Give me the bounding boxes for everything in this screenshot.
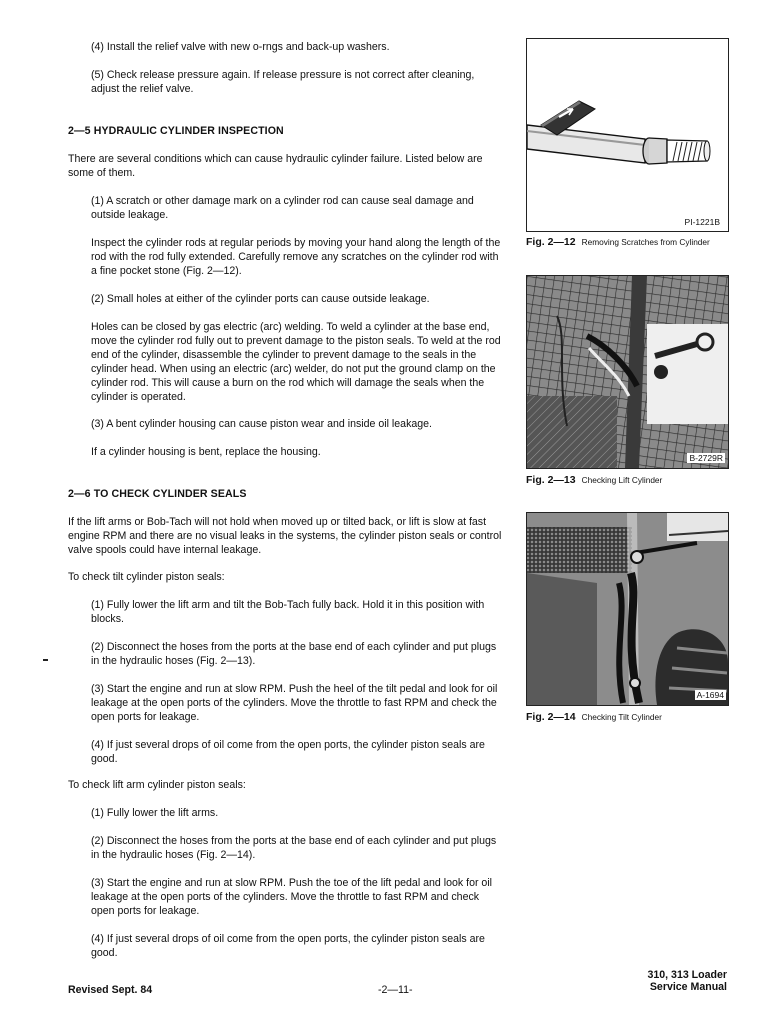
lift-cylinder-photo <box>527 276 728 468</box>
cylinder-rod-illustration <box>527 39 728 231</box>
paragraph-lift-seals-intro: To check lift arm cylinder piston seals: <box>68 779 246 791</box>
footer-manual-title <box>604 969 727 993</box>
figure-2-14-caption <box>526 711 662 723</box>
tilt-step-1: (1) Fully lower the lift arm and tilt the Bob-Tach fully back. Hold it in this position with blocks. <box>91 599 485 625</box>
paragraph-intro-conditions: There are several conditions which can cause hydraulic cylinder failure. Listed below are some of them. <box>68 153 483 179</box>
item-bent-housing: (3) A bent cylinder housing can cause piston wear and inside oil leakage. <box>91 418 432 430</box>
footer-revision: Revised Sept. 84 <box>68 984 153 996</box>
figure-2-13-caption <box>526 474 662 486</box>
footer-page-number: -2—11- <box>378 984 413 996</box>
tilt-step-4: (4) If just several drops of oil come from the open ports, the cylinder piston seals are good. <box>91 739 485 765</box>
lift-step-3: (3) Start the engine and run at slow RPM. Push the toe of the lift pedal and look for oil leakage at the open ports of the cylinders. Move the throttle to fast RPM and check open ports for leakage. <box>91 877 493 917</box>
tilt-cylinder-photo <box>527 513 728 705</box>
section-heading-2-5: 2—5 HYDRAULIC CYLINDER INSPECTION <box>68 125 284 137</box>
paragraph-lift-arms-hold: If the lift arms or Bob-Tach will not hold when moved up or tilted back, or lift is slow at fast engine RPM and there are no visual leaks in the systems, the cylinder piston seals or control valve spools could have internal leakage. <box>68 516 502 556</box>
figure-2-12-image <box>526 38 729 232</box>
section-heading-2-6: 2—6 TO CHECK CYLINDER SEALS <box>68 488 247 500</box>
figure-tag: A-1694 <box>696 690 724 700</box>
figure-caption-text: Checking Lift Cylinder <box>581 475 663 485</box>
lift-step-1: (1) Fully lower the lift arms. <box>91 807 219 819</box>
figure-2-13-image <box>526 275 729 469</box>
paragraph-inspect-rods: Inspect the cylinder rods at regular periods by moving your hand along the length of the rod with the rod fully extended. Carefully remove any scratches on the cylinder rod with a fine pocket stone (Fig. 2—12). <box>91 237 501 277</box>
figure-number: Fig. 2—12 <box>526 236 576 248</box>
item-scratch-damage: (1) A scratch or other damage mark on a cylinder rod can cause seal damage and outside leakage. <box>91 195 474 221</box>
figure-2-12-caption <box>526 236 710 248</box>
tilt-step-3: (3) Start the engine and run at slow RPM. Push the heel of the tilt pedal and look for oil leakage at the open ports of the cylinders. Move the throttle to fast RPM and check the open ports for leakage. <box>91 683 498 723</box>
lift-step-2: (2) Disconnect the hoses from the ports at the base end of each cylinder and put plugs in the hydraulic hoses (Fig. 2—14). <box>91 835 497 861</box>
footer-manual: Service Manual <box>649 981 727 993</box>
figure-caption-text: Removing Scratches from Cylinder <box>581 237 710 247</box>
figure-number: Fig. 2—14 <box>526 711 576 723</box>
paragraph-tilt-seals-intro: To check tilt cylinder piston seals: <box>68 571 225 583</box>
footer-model: 310, 313 Loader <box>647 969 727 981</box>
paragraph-welding: Holes can be closed by gas electric (arc) welding. To weld a cylinder at the base end, move the cylinder rod fully out to prevent damage to the piston seals. To weld at the rod end of the cylinder, disassemble the cylinder to prevent damage to the seals in the cylinder head. When using an electric (arc) welder, do not put the ground clamp on the cylinder rod. This will cause a burn on the rod which will damage the seals when the cylinder is operated. <box>91 321 501 403</box>
figure-tag: PI-1221B <box>684 217 720 227</box>
figure-tag: B-2729R <box>689 453 723 463</box>
scan-mark <box>43 659 48 661</box>
figure-caption-text: Checking Tilt Cylinder <box>581 712 662 722</box>
tilt-step-2: (2) Disconnect the hoses from the ports at the base end of each cylinder and put plugs in the hydraulic hoses (Fig. 2—13). <box>91 641 497 667</box>
figure-2-14-image <box>526 512 729 706</box>
step-install-relief-valve: (4) Install the relief valve with new o-rngs and back-up washers. <box>91 41 390 53</box>
paragraph-replace-housing: If a cylinder housing is bent, replace the housing. <box>91 446 321 458</box>
item-small-holes: (2) Small holes at either of the cylinder ports can cause outside leakage. <box>91 293 430 305</box>
figure-number: Fig. 2—13 <box>526 474 576 486</box>
lift-step-4: (4) If just several drops of oil come from the open ports, the cylinder piston seals are good. <box>91 933 485 959</box>
step-check-release-pressure: (5) Check release pressure again. If release pressure is not correct after cleaning, adjust the relief valve. <box>91 69 475 95</box>
